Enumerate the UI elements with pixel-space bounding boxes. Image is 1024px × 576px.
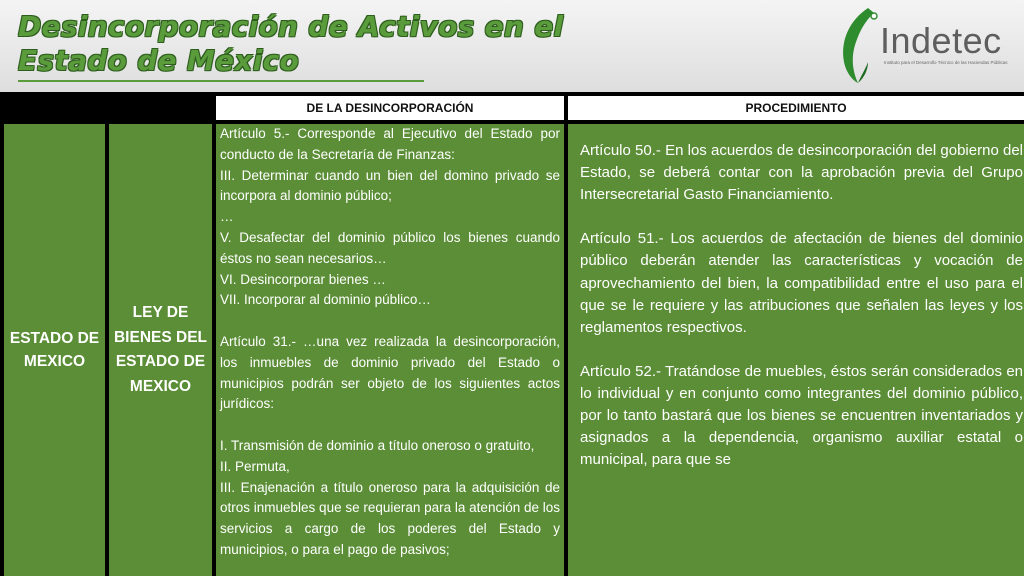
row-label-law	[109, 124, 212, 576]
title-underline	[18, 80, 424, 82]
logo-subtitle: Instituto para el Desarrollo Técnico de las Haciendas Públicas	[884, 60, 1008, 65]
indetec-logo	[838, 4, 1024, 84]
procedimiento-content: Artículo 50.- En los acuerdos de desincorporación del gobierno del Estado, se deberá contar con la aprobación previa del Grupo Intersecretarial Gasto Financiamiento. Artículo 51.- Los acuerdos de afectación de bienes del dominio público deberán atender las características y vocación de aprovechamiento del bien, la compatibilidad entre el uso para el que se le requiere y las atribuciones que señalen las leyes y los reglamentos respectivos. Artículo 52.- Tratándose de muebles, éstos serán considerados en lo individual y en conjunto como integrantes del dominio público, por lo tanto bastará que los bienes se encuentren inventariados y asignados a la dependencia, organismo auxiliar estatal o municipal, para que se	[568, 124, 1024, 576]
slide-header	[0, 0, 1024, 92]
row-label-state-text: ESTADO DE MEXICO	[9, 330, 100, 370]
row-label-law-text: LEY DE BIENES DEL ESTADO DE MEXICO	[113, 304, 207, 395]
logo-wordmark: Indetec	[880, 20, 1002, 61]
column-header-procedimiento: PROCEDIMIENTO	[568, 96, 1024, 120]
desincorporacion-content: Artículo 5.- Corresponde al Ejecutivo del Estado por conducto de la Secretaría de Finanzas: III. Determinar cuando un bien del domino privado se incorpora al dominio público; … V. Desafectar del dominio público los bienes cuando éstos no sean necesarios… VI. Desincorporar bienes … VII. Incorporar al dominio público… Artículo 31.- …una vez realizada la desincorporación, los inmuebles de dominio privado del Estado o municipios podrán ser objeto de los siguientes actos jurídicos: I. Transmisión de dominio a título oneroso o gratuito, II. Permuta, III. Enajenación a título oneroso para la adquisición de otros inmuebles que se requieran para la atención de los servicios a cargo de los poderes del Estado y municipios, o para el pago de pasivos;	[216, 124, 564, 576]
comparison-table	[0, 92, 1024, 576]
leaf-logo-icon	[838, 4, 882, 84]
slide-title: Desincorporación de Activos en el Estado de México	[18, 10, 564, 77]
row-label-state	[4, 124, 105, 576]
column-header-desincorporacion: DE LA DESINCORPORACIÓN	[216, 96, 564, 120]
